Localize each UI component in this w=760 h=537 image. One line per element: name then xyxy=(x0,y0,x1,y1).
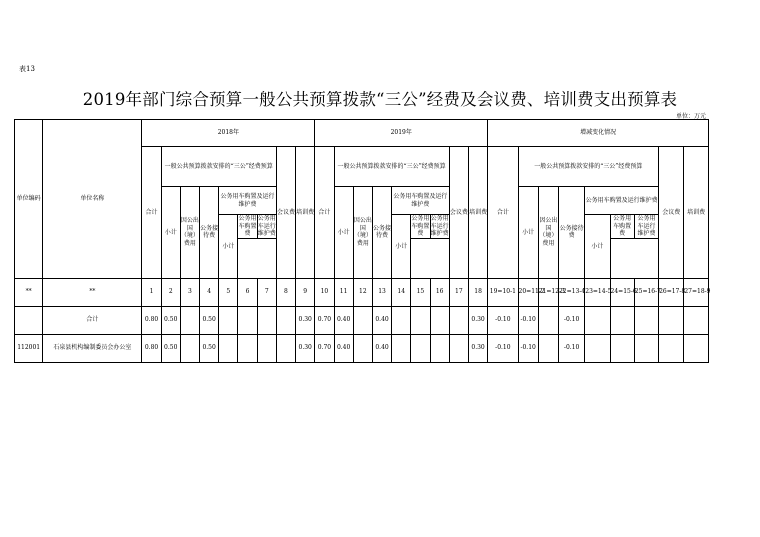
index-cell: 26=17-8 xyxy=(659,278,684,306)
table-header xyxy=(15,120,709,279)
value-cell xyxy=(392,306,411,334)
index-cell: 19=10-1 xyxy=(488,278,518,306)
value-cell xyxy=(257,334,276,362)
value-cell: 0.50 xyxy=(200,306,219,334)
value-cell: -0.10 xyxy=(488,306,518,334)
budget-table xyxy=(14,119,709,363)
value-cell xyxy=(257,306,276,334)
index-cell: 10 xyxy=(315,278,334,306)
value-cell xyxy=(659,306,684,334)
index-cell: 3 xyxy=(180,278,199,306)
index-cell: 25=16-7 xyxy=(634,278,658,306)
header-change-total: 合计 xyxy=(488,147,518,279)
header-2018-vehicle-subtotal: 小计 xyxy=(219,215,238,279)
value-cell xyxy=(219,306,238,334)
value-cell: -0.10 xyxy=(558,306,584,334)
index-cell: 20=11-2 xyxy=(518,278,538,306)
value-cell: 0.40 xyxy=(372,334,391,362)
header-2018-training: 培训费 xyxy=(296,147,315,279)
index-cell: ** xyxy=(43,278,142,306)
value-cell: 0.50 xyxy=(161,306,180,334)
page-title: 2019年部门综合预算一般公共预算拨款“三公”经费及会议费、培训费支出预算表 xyxy=(82,90,678,109)
header-2019-vehicle-subtotal: 小计 xyxy=(392,215,411,279)
value-cell: 0.80 xyxy=(142,334,161,362)
index-cell: 21=12-3 xyxy=(538,278,558,306)
header-2018-subtotal: 小计 xyxy=(161,187,180,279)
value-cell xyxy=(353,306,372,334)
value-cell xyxy=(610,334,634,362)
index-cell: 14 xyxy=(392,278,411,306)
index-cell: 17 xyxy=(449,278,468,306)
index-cell: 1 xyxy=(142,278,161,306)
unit-code-cell xyxy=(15,306,43,334)
header-2018-total: 合计 xyxy=(142,147,161,279)
value-cell: 0.40 xyxy=(372,306,391,334)
value-cell: -0.10 xyxy=(558,334,584,362)
value-cell: -0.10 xyxy=(518,334,538,362)
index-cell: 4 xyxy=(200,278,219,306)
header-2018-vehicle-purchase: 公务用车购置费 xyxy=(238,215,257,237)
index-cell: ** xyxy=(15,278,43,306)
index-cell: 27=18-9 xyxy=(684,278,709,306)
index-cell: 12 xyxy=(353,278,372,306)
value-cell: 0.70 xyxy=(315,334,334,362)
unit-code-cell: 112001 xyxy=(15,334,43,362)
value-cell: 0.30 xyxy=(468,334,487,362)
value-cell: 0.30 xyxy=(468,306,487,334)
value-cell: 0.30 xyxy=(296,334,315,362)
index-cell: 13 xyxy=(372,278,391,306)
value-cell xyxy=(430,306,449,334)
value-cell: -0.10 xyxy=(488,334,518,362)
index-cell: 6 xyxy=(238,278,257,306)
header-2019-vehicle-purchase: 公务用车购置费 xyxy=(411,215,430,237)
value-cell: 0.40 xyxy=(334,334,353,362)
value-cell: -0.10 xyxy=(518,306,538,334)
header-2018-vehicle: 公务用车购置及运行维护费 xyxy=(219,187,277,215)
header-2019-reception: 公务接待费 xyxy=(372,187,391,279)
index-cell: 5 xyxy=(219,278,238,306)
table-row xyxy=(15,306,709,334)
value-cell xyxy=(538,334,558,362)
unit-name-cell: 合计 xyxy=(43,306,142,334)
value-cell xyxy=(411,334,430,362)
header-2018-abroad: 因公出国（境）费用 xyxy=(180,187,199,279)
value-cell xyxy=(411,306,430,334)
value-cell xyxy=(585,334,610,362)
header-change-reception: 公务接待费 xyxy=(558,187,584,279)
value-cell xyxy=(276,334,295,362)
index-cell: 7 xyxy=(257,278,276,306)
header-2018-reception: 公务接待费 xyxy=(200,187,219,279)
value-cell: 0.80 xyxy=(142,306,161,334)
header-change-vehicle-operation: 公务用车运行维护费 xyxy=(634,215,658,239)
value-cell: 0.40 xyxy=(334,306,353,334)
header-change-vehicle-purchase: 公务用车购置费 xyxy=(610,215,634,239)
header-2019-subtotal: 小计 xyxy=(334,187,353,279)
value-cell xyxy=(219,334,238,362)
index-cell: 24=15-6 xyxy=(610,278,634,306)
header-change: 增减变化情况 xyxy=(488,120,709,147)
value-cell xyxy=(353,334,372,362)
index-cell: 18 xyxy=(468,278,487,306)
value-cell xyxy=(238,306,257,334)
value-cell xyxy=(634,334,658,362)
header-2019-vehicle-operation: 公务用车运行维护费 xyxy=(430,215,449,237)
header-change-abroad: 因公出国（境）费用 xyxy=(538,187,558,279)
index-cell: 15 xyxy=(411,278,430,306)
header-2019-total: 合计 xyxy=(315,147,334,279)
index-cell: 8 xyxy=(276,278,295,306)
value-cell xyxy=(449,306,468,334)
value-cell xyxy=(659,334,684,362)
header-unit-code: 单位编码 xyxy=(15,120,43,279)
header-2018-meeting: 会议费 xyxy=(276,147,295,279)
value-cell xyxy=(585,306,610,334)
index-cell: 22=13-4 xyxy=(558,278,584,306)
value-cell xyxy=(449,334,468,362)
index-cell: 2 xyxy=(161,278,180,306)
header-change-vehicle-subtotal: 小计 xyxy=(585,215,610,279)
value-cell xyxy=(238,334,257,362)
column-index-row xyxy=(15,278,709,306)
value-cell xyxy=(180,334,199,362)
header-change-vehicle: 公务用车购置及运行维护费 xyxy=(585,187,659,215)
value-cell xyxy=(684,334,709,362)
index-cell: 9 xyxy=(296,278,315,306)
header-2019-three-public: 一般公共预算拨款安排的“三公”经费预算 xyxy=(334,147,449,187)
header-change-three-public: 一般公共预算拨款安排的“三公”经费预算 xyxy=(518,147,659,187)
value-cell xyxy=(430,334,449,362)
header-2018-three-public: 一般公共预算拨款安排的“三公”经费预算 xyxy=(161,147,276,187)
header-2019-meeting: 会议费 xyxy=(449,147,468,279)
value-cell xyxy=(610,306,634,334)
value-cell: 0.50 xyxy=(200,334,219,362)
unit-name-cell: 石泉县机构编制委员会办公室 xyxy=(43,334,142,362)
header-2019-training: 培训费 xyxy=(468,147,487,279)
header-unit-name: 单位名称 xyxy=(43,120,142,279)
value-cell xyxy=(392,334,411,362)
header-2019-vehicle: 公务用车购置及运行维护费 xyxy=(392,187,450,215)
header-change-meeting: 会议费 xyxy=(659,147,684,279)
index-cell: 11 xyxy=(334,278,353,306)
header-change-training: 培训费 xyxy=(684,147,709,279)
value-cell: 0.50 xyxy=(161,334,180,362)
header-change-subtotal: 小计 xyxy=(518,187,538,279)
table-number-label: 表13 xyxy=(19,65,35,73)
table-body xyxy=(15,278,709,362)
value-cell xyxy=(634,306,658,334)
header-2018-vehicle-operation: 公务用车运行维护费 xyxy=(257,215,276,237)
value-cell: 0.30 xyxy=(296,306,315,334)
header-2019: 2019年 xyxy=(315,120,488,147)
header-2018: 2018年 xyxy=(142,120,315,147)
value-cell xyxy=(538,306,558,334)
value-cell xyxy=(180,306,199,334)
unit-label: 单位：万元 xyxy=(675,113,706,120)
value-cell: 0.70 xyxy=(315,306,334,334)
header-2019-abroad: 因公出国（境）费用 xyxy=(353,187,372,279)
value-cell xyxy=(684,306,709,334)
index-cell: 23=14-5 xyxy=(585,278,610,306)
table-row xyxy=(15,334,709,362)
value-cell xyxy=(276,306,295,334)
index-cell: 16 xyxy=(430,278,449,306)
